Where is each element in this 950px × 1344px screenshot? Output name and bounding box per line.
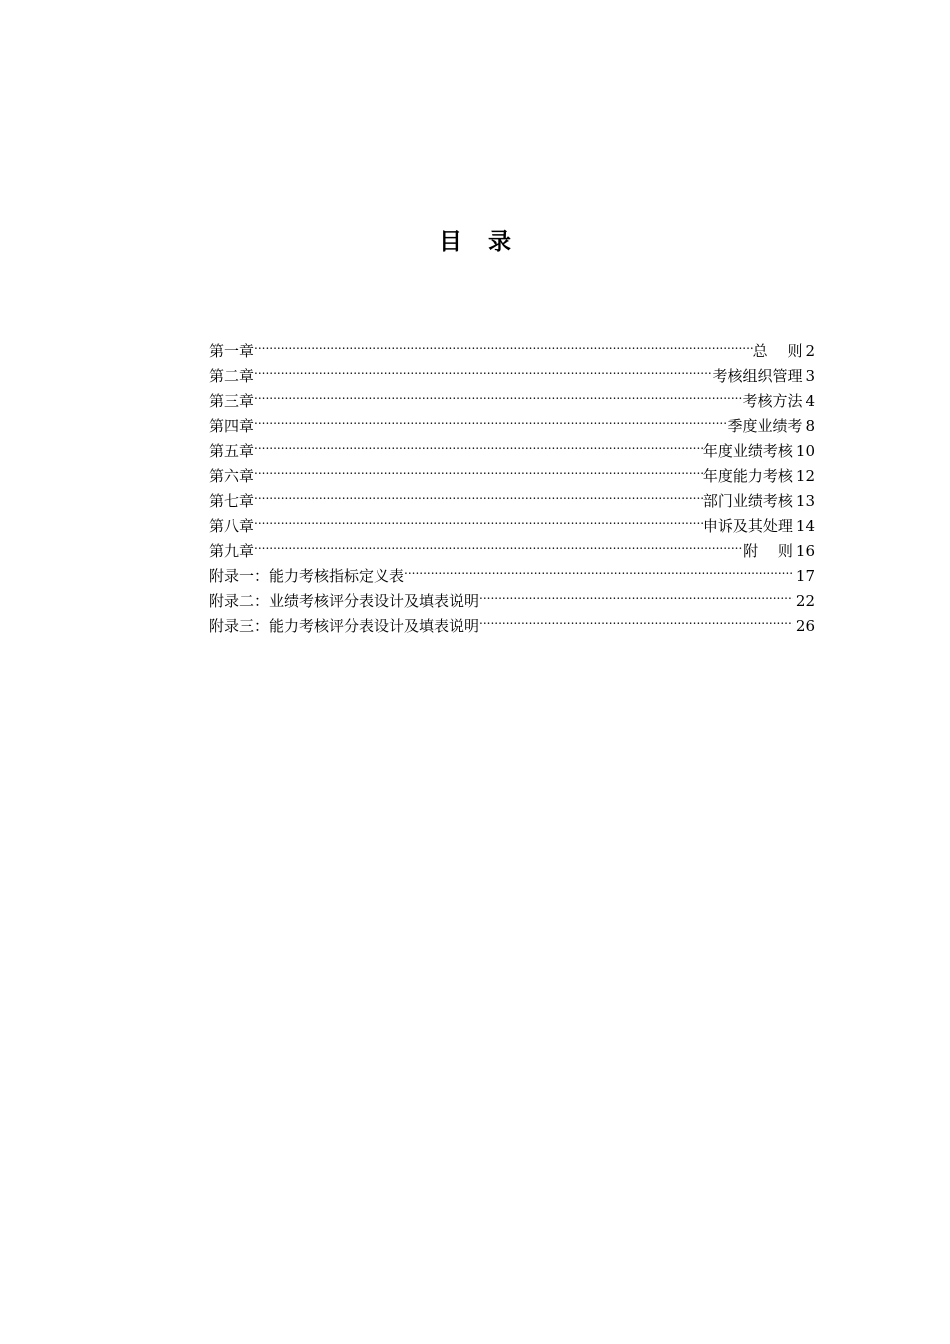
toc-entry-page: 16 (795, 542, 815, 560)
toc-dot-leader (254, 531, 743, 556)
toc-entry-label: 附录二：业绩考核评分表设计及填表说明 (209, 592, 480, 610)
toc-entry-chapter-1[interactable] (209, 331, 815, 360)
toc-entry-page: 8 (805, 417, 815, 435)
toc-entry-title: 年度业绩考核 (702, 442, 793, 460)
toc-entry-label: 第四章 (209, 417, 255, 435)
toc-dot-leader (479, 606, 793, 631)
toc-entry-title: 考核组织管理 (712, 367, 803, 385)
toc-entry-label: 附录一：能力考核指标定义表 (209, 567, 405, 585)
toc-entry-page: 26 (795, 617, 815, 635)
toc-dot-leader (254, 331, 753, 356)
toc-entry-page: 12 (795, 467, 815, 485)
toc-entry-label: 第七章 (209, 492, 255, 510)
toc-entry-title: 季度业绩考 (727, 417, 803, 435)
toc-title-right: 录 (488, 229, 511, 255)
toc-entry-label: 第九章 (209, 542, 255, 560)
toc-dot-leader (254, 481, 703, 506)
toc-entry-chapter-9[interactable] (209, 531, 815, 560)
toc-entry-page: 2 (805, 342, 815, 360)
toc-entry-chapter-5[interactable] (209, 431, 815, 460)
toc-entry-label: 第六章 (209, 467, 255, 485)
toc-entry-label: 第八章 (209, 517, 255, 535)
toc-entry-chapter-2[interactable] (209, 356, 815, 385)
toc-dot-leader (254, 456, 703, 481)
toc-title (0, 226, 950, 258)
toc-list (209, 331, 815, 635)
toc-dot-leader (254, 431, 703, 456)
toc-entry-title: 申诉及其处理 (702, 517, 793, 535)
toc-entry-page: 13 (795, 492, 815, 510)
toc-entry-title: 年度能力考核 (702, 467, 793, 485)
toc-entry-page: 10 (795, 442, 815, 460)
toc-entry-label: 附录三：能力考核评分表设计及填表说明 (209, 617, 480, 635)
toc-entry-page: 17 (795, 567, 815, 585)
toc-entry-page: 22 (795, 592, 815, 610)
toc-dot-leader (479, 581, 793, 606)
toc-dot-leader (254, 506, 703, 531)
toc-entry-label: 第二章 (209, 367, 255, 385)
toc-entry-chapter-3[interactable] (209, 381, 815, 410)
toc-dot-leader (404, 556, 793, 581)
toc-dot-leader (254, 381, 742, 406)
toc-entry-chapter-4[interactable] (209, 406, 815, 435)
toc-entry-label: 第一章 (209, 342, 255, 360)
toc-entry-title: 总 则 (752, 342, 803, 360)
toc-entry-appendix-1[interactable] (209, 556, 815, 585)
toc-entry-page: 3 (805, 367, 815, 385)
toc-entry-title: 附 则 (743, 542, 793, 560)
toc-entry-title: 部门业绩考核 (702, 492, 793, 510)
toc-entry-page: 14 (795, 517, 815, 535)
toc-entry-label: 第三章 (209, 392, 255, 410)
toc-title-left: 目 (439, 229, 462, 255)
toc-entry-label: 第五章 (209, 442, 255, 460)
toc-entry-title: 考核方法 (742, 392, 803, 410)
toc-dot-leader (254, 406, 727, 431)
toc-dot-leader (254, 356, 712, 381)
toc-entry-page: 4 (805, 392, 815, 410)
